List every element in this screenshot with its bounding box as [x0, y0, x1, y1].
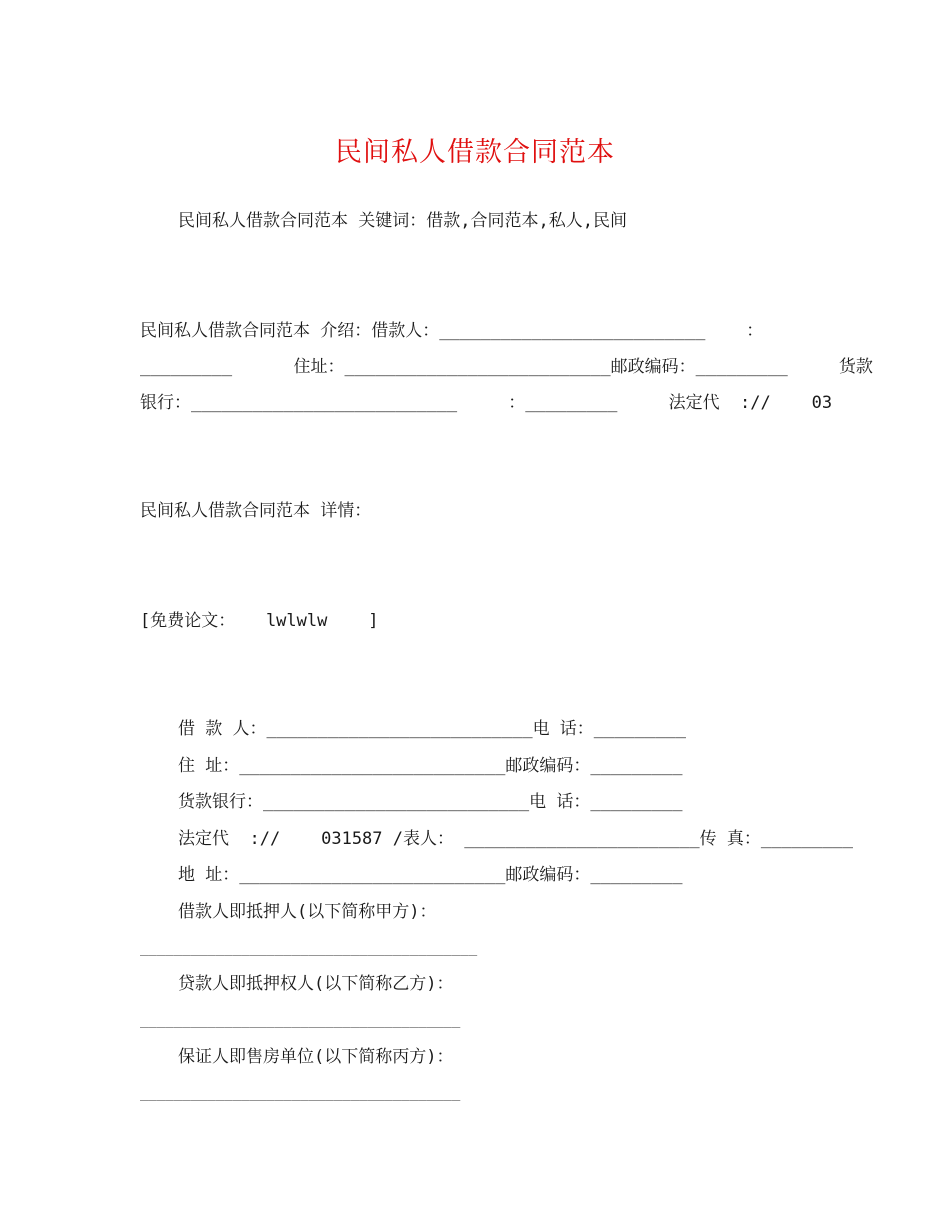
paper-note: [免费论文： lwlwlw ] — [140, 611, 379, 631]
party-a-label: 借款人即抵押人(以下简称甲方)： — [178, 902, 437, 922]
address-field-2: 地 址：__________________________邮政编码：_________ — [178, 865, 683, 885]
intro-line-3: 银行：__________________________ ：_________ 法定代 :// 03 — [140, 393, 833, 413]
bank-field: 货款银行：__________________________电 话：_________ — [178, 792, 683, 812]
intro-line-2: _________ 住址：__________________________邮政编码：_________ 货款 — [140, 357, 873, 377]
party-c-line: ______________________________________ — [140, 1085, 461, 1101]
legal-rep-field: 法定代 :// 031587 /表人： _______________________传 真：_________ — [178, 829, 853, 849]
address-field-1: 住 址：__________________________邮政编码：_________ — [178, 756, 683, 776]
document-title: 民间私人借款合同范本 — [335, 137, 615, 168]
party-b-line: ______________________________________ — [140, 1012, 461, 1028]
party-b-label: 贷款人即抵押权人(以下简称乙方)： — [178, 974, 454, 994]
party-a-line: ________________________________________ — [140, 940, 478, 956]
detail-label: 民间私人借款合同范本 详情： — [140, 501, 372, 521]
keywords-line: 民间私人借款合同范本 关键词：借款,合同范本,私人,民间 — [178, 211, 627, 231]
intro-line-1: 民间私人借款合同范本 介绍：借款人：__________________________ ： — [140, 321, 764, 341]
borrower-field: 借 款 人：__________________________电 话：_________ — [178, 719, 686, 739]
party-c-label: 保证人即售房单位(以下简称丙方)： — [178, 1047, 454, 1067]
